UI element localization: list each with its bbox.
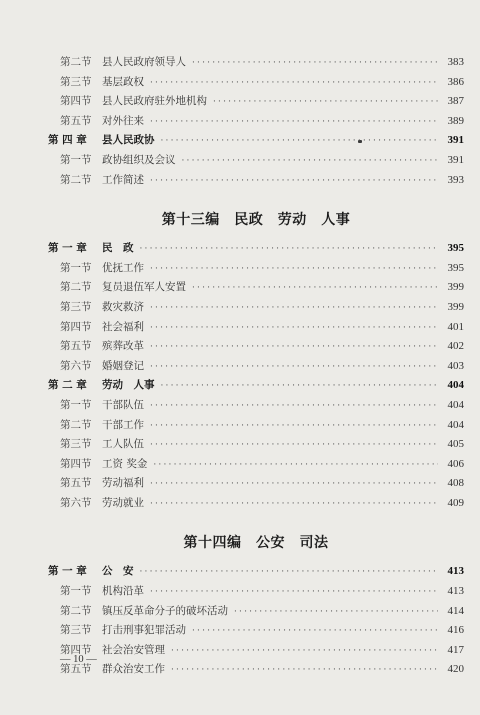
section-label: 第二节 — [60, 173, 92, 186]
toc-chapter-entry[interactable] — [48, 376, 464, 396]
page-number: 405 — [447, 438, 464, 451]
section-title: 殡葬改革 — [102, 340, 144, 353]
dot-leader — [150, 358, 438, 378]
page-number: 391 — [447, 134, 464, 147]
dot-leader — [171, 661, 438, 681]
dot-leader — [150, 397, 438, 417]
section-label: 第二节 — [60, 604, 92, 617]
toc-entry[interactable] — [48, 396, 464, 416]
page-number: 395 — [447, 261, 464, 274]
section-label: 第一节 — [60, 585, 92, 598]
page-number: 404 — [447, 398, 464, 411]
dot-leader — [161, 377, 439, 397]
toc-entry[interactable] — [48, 435, 464, 455]
chapter-title: 县人民政协 — [102, 134, 155, 147]
page-number: 387 — [447, 95, 464, 108]
dot-leader — [234, 603, 438, 623]
section-title: 群众治安工作 — [102, 663, 165, 676]
dot-leader — [150, 299, 438, 319]
toc-entry[interactable] — [48, 582, 464, 602]
toc-entry[interactable] — [48, 171, 464, 191]
section-label: 第一节 — [60, 398, 92, 411]
section-title: 复员退伍军人安置 — [102, 281, 186, 294]
toc-entry[interactable] — [48, 92, 464, 112]
toc-entry[interactable] — [48, 455, 464, 475]
section-label: 第四节 — [60, 95, 92, 108]
dot-leader — [213, 93, 438, 113]
dot-leader — [171, 642, 438, 662]
toc-entry[interactable] — [48, 337, 464, 357]
page-number: 404 — [447, 379, 464, 392]
section-title: 政协组织及会议 — [102, 153, 176, 166]
section-title: 社会治安管理 — [102, 643, 165, 656]
section-label: 第四节 — [60, 320, 92, 333]
section-title: 劳动福利 — [102, 477, 144, 490]
dot-leader — [150, 113, 438, 133]
section-title: 婚姻登记 — [102, 359, 144, 372]
page-number: 416 — [447, 624, 464, 637]
section-label: 第四节 — [60, 457, 92, 470]
part-heading: 第十三编 民政 劳动 人事 — [161, 212, 351, 229]
chapter-label: 第 二 章 — [48, 379, 87, 392]
section-title: 基层政权 — [102, 75, 144, 88]
dot-leader — [140, 563, 439, 583]
section-title: 县人民政府驻外地机构 — [102, 95, 207, 108]
chapter-label: 第 四 章 — [48, 134, 87, 147]
page-number: 391 — [447, 153, 464, 166]
section-title: 县人民政府领导人 — [102, 56, 186, 68]
toc-entry[interactable] — [48, 298, 464, 318]
section-label: 第五节 — [60, 340, 92, 353]
dot-leader — [140, 240, 439, 260]
section-label: 第四节 — [60, 643, 92, 656]
toc-entry[interactable] — [48, 151, 464, 171]
section-title: 对外往来 — [102, 114, 144, 127]
dot-leader — [150, 495, 438, 515]
toc-entry[interactable] — [48, 318, 464, 338]
toc-entry[interactable] — [48, 53, 464, 73]
section-title: 干部队伍 — [102, 398, 144, 411]
section-label: 第五节 — [60, 663, 92, 676]
page-number: 404 — [447, 418, 464, 431]
chapter-label: 第 一 章 — [48, 565, 87, 578]
page-footer-number: — 10 — — [60, 654, 97, 665]
section-title: 干部工作 — [102, 418, 144, 431]
toc-entry[interactable] — [48, 259, 464, 279]
page-number: 403 — [447, 359, 464, 372]
toc-entry[interactable] — [48, 621, 464, 641]
toc-entry[interactable] — [48, 641, 464, 661]
page-number: 413 — [447, 565, 464, 578]
section-label: 第三节 — [60, 438, 92, 451]
section-label: 第五节 — [60, 477, 92, 490]
toc-chapter-entry[interactable] — [48, 562, 464, 582]
dot-leader — [150, 436, 438, 456]
section-title: 优抚工作 — [102, 261, 144, 274]
dot-leader — [192, 54, 438, 74]
toc-entry[interactable] — [48, 73, 464, 93]
dot-leader — [161, 132, 439, 152]
dot-leader — [150, 475, 438, 495]
page-number: 417 — [447, 643, 464, 656]
dot-leader — [150, 260, 438, 280]
part-heading: 第十四编 公安 司法 — [183, 535, 329, 552]
section-title: 打击刑事犯罪活动 — [102, 624, 186, 637]
page-number: 420 — [447, 663, 464, 676]
dot-leader — [150, 74, 438, 94]
toc-entry[interactable] — [48, 278, 464, 298]
dot-leader — [150, 319, 438, 339]
toc-entry[interactable] — [48, 660, 464, 680]
chapter-label: 第 一 章 — [48, 242, 87, 255]
page-number: 402 — [447, 340, 464, 353]
toc-entry[interactable] — [48, 416, 464, 436]
section-label: 第三节 — [60, 624, 92, 637]
toc-entry[interactable] — [48, 602, 464, 622]
section-title: 镇压反革命分子的破坏活动 — [102, 604, 228, 617]
chapter-title: 公 安 — [102, 565, 134, 578]
section-title: 工作简述 — [102, 173, 144, 186]
page-number: 399 — [447, 281, 464, 294]
section-title: 社会福利 — [102, 320, 144, 333]
section-label: 第三节 — [60, 75, 92, 88]
section-label: 第三节 — [60, 300, 92, 313]
page-number: 406 — [447, 457, 464, 470]
section-title: 工人队伍 — [102, 438, 144, 451]
dot-leader — [150, 338, 438, 358]
section-label: 第六节 — [60, 496, 92, 509]
page-number: 395 — [447, 242, 464, 255]
section-title: 劳动就业 — [102, 496, 144, 509]
page-number: 399 — [447, 300, 464, 313]
dot-leader — [192, 279, 438, 299]
page-number: 393 — [447, 173, 464, 186]
table-of-contents — [48, 53, 464, 680]
chapter-title: 劳动 人事 — [102, 379, 155, 392]
dot-leader — [153, 456, 438, 476]
page-number: 413 — [447, 585, 464, 598]
page-number: 386 — [447, 75, 464, 88]
page-number: 383 — [447, 56, 464, 68]
dot-leader — [150, 172, 438, 192]
page-number: 389 — [447, 114, 464, 127]
section-label: 第一节 — [60, 261, 92, 274]
toc-entry[interactable] — [48, 357, 464, 377]
dot-leader — [150, 417, 438, 437]
section-title: 救灾救济 — [102, 300, 144, 313]
section-label: 第五节 — [60, 114, 92, 127]
section-label: 第二节 — [60, 281, 92, 294]
page-number: 408 — [447, 477, 464, 490]
section-label: 第一节 — [60, 153, 92, 166]
dot-leader — [192, 622, 438, 642]
toc-chapter-entry[interactable] — [48, 239, 464, 259]
page-number: 401 — [447, 320, 464, 333]
dot-leader — [182, 152, 439, 172]
section-label: 第二节 — [60, 418, 92, 431]
page-number: 409 — [447, 496, 464, 509]
section-title: 工资 奖金 — [102, 457, 148, 470]
section-label: 第六节 — [60, 359, 92, 372]
toc-entry[interactable] — [48, 112, 464, 132]
section-label: 第二节 — [60, 56, 92, 68]
toc-entry[interactable] — [48, 474, 464, 494]
toc-entry[interactable] — [48, 494, 464, 514]
section-title: 机构沿革 — [102, 585, 144, 598]
chapter-title: 民 政 — [102, 242, 134, 255]
toc-chapter-entry[interactable] — [48, 131, 464, 151]
page-number: 414 — [447, 604, 464, 617]
dot-leader — [150, 583, 438, 603]
